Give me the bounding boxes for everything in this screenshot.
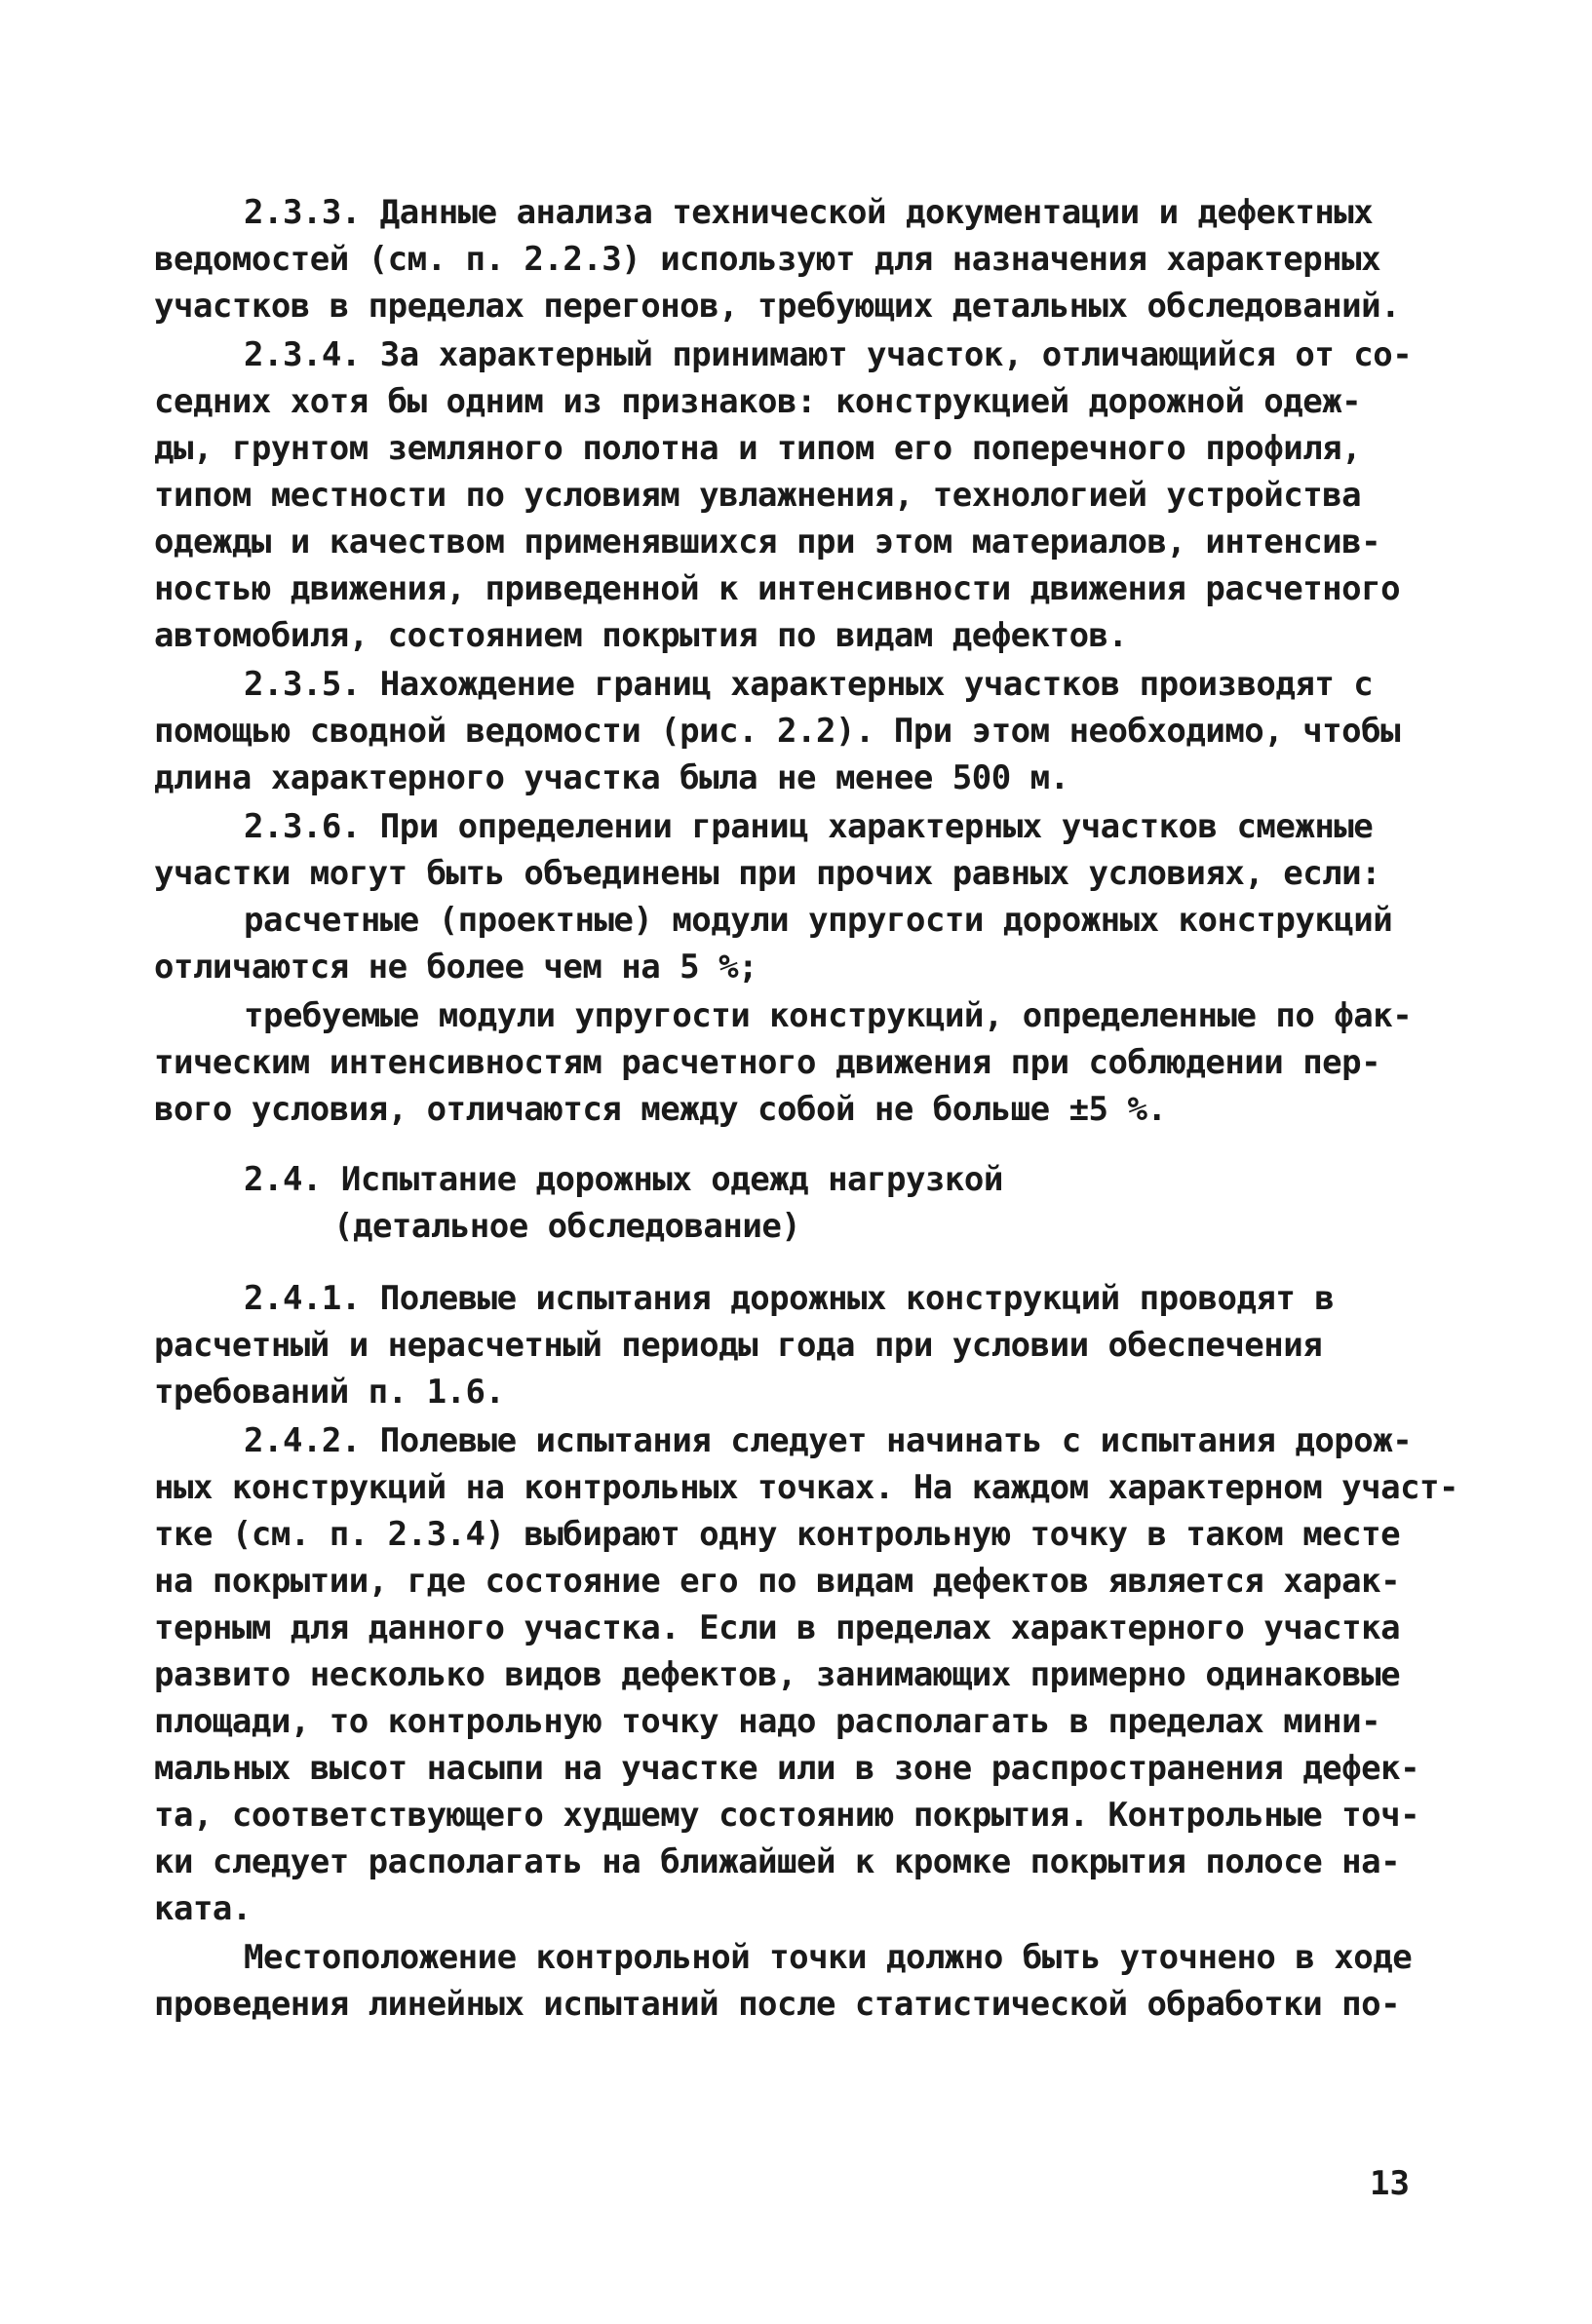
text-line: мальных высот насыпи на участке или в зоне распространения дефек- bbox=[154, 1749, 1420, 1788]
text-line: 2.4.2. Полевые испытания следует начинать с испытания дорож- bbox=[244, 1421, 1413, 1460]
text-line: развито несколько видов дефектов, занимающих примерно одинаковые bbox=[154, 1655, 1401, 1694]
text-line: длина характерного участка была не менее 500 м. bbox=[154, 758, 1069, 797]
text-line: проведения линейных испытаний после статистической обработки по- bbox=[154, 1985, 1401, 2024]
text-line: автомобиля, состоянием покрытия по видам дефектов. bbox=[154, 616, 1128, 655]
text-line: помощью сводной ведомости (рис. 2.2). При этом необходимо, чтобы bbox=[154, 712, 1401, 751]
text-line: ностью движения, приведенной к интенсивности движения расчетного bbox=[154, 569, 1401, 608]
text-line: 2.4.1. Полевые испытания дорожных конструкций проводят в bbox=[244, 1279, 1335, 1318]
text-line: ката. bbox=[154, 1889, 252, 1928]
text-line: 2.3.3. Данные анализа технической документации и дефектных bbox=[244, 193, 1374, 232]
text-line: 2.3.4. За характерный принимают участок, отличающийся от со- bbox=[244, 335, 1413, 374]
text-line: 2.3.6. При определении границ характерных участков смежные bbox=[244, 807, 1374, 846]
text-line: вого условия, отличаются между собой не больше ±5 %. bbox=[154, 1090, 1167, 1129]
text-line: участков в пределах перегонов, требующих детальных обследований. bbox=[154, 287, 1401, 326]
text-line: ведомостей (см. п. 2.2.3) используют для назначения характерных bbox=[154, 240, 1381, 279]
text-line: седних хотя бы одним из признаков: конструкцией дорожной одеж- bbox=[154, 382, 1362, 421]
text-line: ки следует располагать на ближайшей к кромке покрытия полосе на- bbox=[154, 1842, 1401, 1881]
text-line: отличаются не более чем на 5 %; bbox=[154, 948, 758, 987]
text-line: на покрытии, где состояние его по видам дефектов является харак- bbox=[154, 1562, 1401, 1601]
text-line: та, соответствующего худшему состоянию покрытия. Контрольные точ- bbox=[154, 1796, 1420, 1835]
text-line: тке (см. п. 2.3.4) выбирают одну контрольную точку в таком месте bbox=[154, 1515, 1401, 1554]
page-number: 13 bbox=[1370, 2164, 1410, 2203]
text-line: типом местности по условиям увлажнения, технологией устройства bbox=[154, 476, 1362, 515]
text-line: терным для данного участка. Если в пределах характерного участка bbox=[154, 1608, 1401, 1647]
text-line: ды, грунтом земляного полотна и типом его поперечного профиля, bbox=[154, 429, 1362, 468]
text-line: площади, то контрольную точку надо располагать в пределах мини- bbox=[154, 1702, 1381, 1741]
text-line: расчетный и нерасчетный периоды года при условии обеспечения bbox=[154, 1326, 1323, 1365]
text-line: 2.3.5. Нахождение границ характерных участков производят с bbox=[244, 665, 1374, 704]
text-line: ных конструкций на контрольных точках. На каждом характерном участ- bbox=[154, 1468, 1458, 1507]
section-heading: 2.4. Испытание дорожных одежд нагрузкой bbox=[244, 1160, 1003, 1199]
text-line: Местоположение контрольной точки должно быть уточнено в ходе bbox=[244, 1938, 1413, 1977]
text-line: одежды и качеством применявшихся при этом материалов, интенсив- bbox=[154, 523, 1381, 562]
text-line: участки могут быть объединены при прочих равных условиях, если: bbox=[154, 854, 1381, 893]
section-subheading: (детальное обследование) bbox=[333, 1207, 801, 1246]
text-line: расчетные (проектные) модули упругости дорожных конструкций bbox=[244, 901, 1393, 940]
text-line: требуемые модули упругости конструкций, определенные по фак- bbox=[244, 996, 1413, 1035]
text-line: тическим интенсивностям расчетного движения при соблюдении пер- bbox=[154, 1043, 1381, 1082]
text-line: требований п. 1.6. bbox=[154, 1373, 505, 1412]
